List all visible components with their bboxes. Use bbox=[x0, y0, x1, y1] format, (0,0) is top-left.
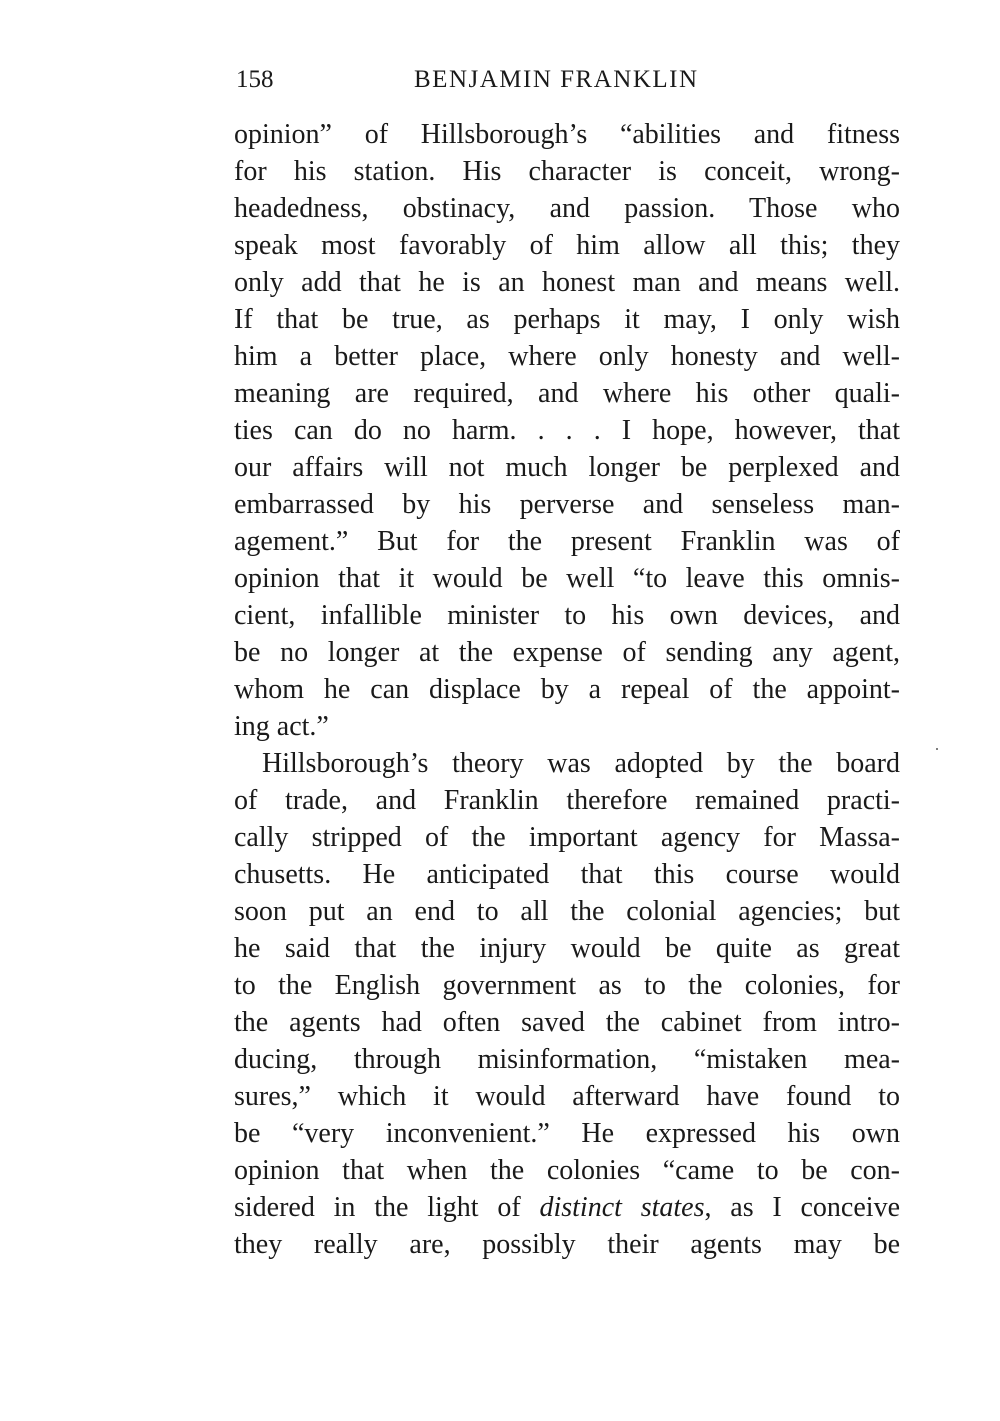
text-line: be no longer at the expense of sending any agent, bbox=[234, 637, 900, 668]
text-line: the agents had often saved the cabinet from intro- bbox=[234, 1007, 900, 1038]
text-line: our affairs will not much longer be perplexed and bbox=[234, 452, 900, 483]
text-line: opinion that when the colonies “came to be con- bbox=[234, 1155, 900, 1186]
text-line: whom he can displace by a repeal of the appoint- bbox=[234, 674, 900, 705]
text-line: headedness, obstinacy, and passion. Those who bbox=[234, 193, 900, 224]
text-line: opinion” of Hillsborough’s “abilities and fitness bbox=[234, 119, 900, 150]
text-line: chusetts. He anticipated that this course would bbox=[234, 859, 900, 890]
text-line: meaning are required, and where his other quali- bbox=[234, 378, 900, 409]
text-line: he said that the injury would be quite as great bbox=[234, 933, 900, 964]
text-line: for his station. His character is conceit, wrong- bbox=[234, 156, 900, 187]
text-line-with-italic bbox=[234, 1189, 900, 1226]
running-head bbox=[236, 62, 900, 98]
text-line: only add that he is an honest man and means well. bbox=[234, 267, 900, 298]
text-line: to the English government as to the colonies, for bbox=[234, 970, 900, 1001]
text-line: If that be true, as perhaps it may, I only wish bbox=[234, 304, 900, 335]
text-line: ducing, through misinformation, “mistaken mea- bbox=[234, 1044, 900, 1075]
text-line: opinion that it would be well “to leave this omnis- bbox=[234, 563, 900, 594]
running-title: BENJAMIN FRANKLIN bbox=[414, 66, 699, 93]
text-line: ties can do no harm. . . . I hope, however, that bbox=[234, 415, 900, 446]
paragraph-start-line: Hillsborough’s theory was adopted by the board bbox=[262, 748, 900, 779]
paragraph-end-line: ing act.” bbox=[234, 711, 329, 742]
body-text bbox=[234, 116, 900, 1263]
text-line: of trade, and Franklin therefore remained practi- bbox=[234, 785, 900, 816]
text-line: agement.” But for the present Franklin was of bbox=[234, 526, 900, 557]
text-line: sures,” which it would afterward have found to bbox=[234, 1081, 900, 1112]
italic-phrase: distinct states bbox=[539, 1192, 705, 1223]
text-fragment: , as I conceive bbox=[704, 1192, 900, 1223]
scan-speck bbox=[936, 748, 938, 750]
text-line: they really are, possibly their agents may be bbox=[234, 1229, 900, 1260]
page-number: 158 bbox=[236, 66, 274, 93]
text-line: soon put an end to all the colonial agencies; but bbox=[234, 896, 900, 927]
text-fragment: sidered in the light of bbox=[234, 1192, 540, 1223]
text-line: cally stripped of the important agency for Massa- bbox=[234, 822, 900, 853]
text-line: cient, infallible minister to his own devices, and bbox=[234, 600, 900, 631]
text-line: speak most favorably of him allow all this; they bbox=[234, 230, 900, 261]
text-line: be “very inconvenient.” He expressed his own bbox=[234, 1118, 900, 1149]
text-line: embarrassed by his perverse and senseless man- bbox=[234, 489, 900, 520]
text-line: him a better place, where only honesty and well- bbox=[234, 341, 900, 372]
